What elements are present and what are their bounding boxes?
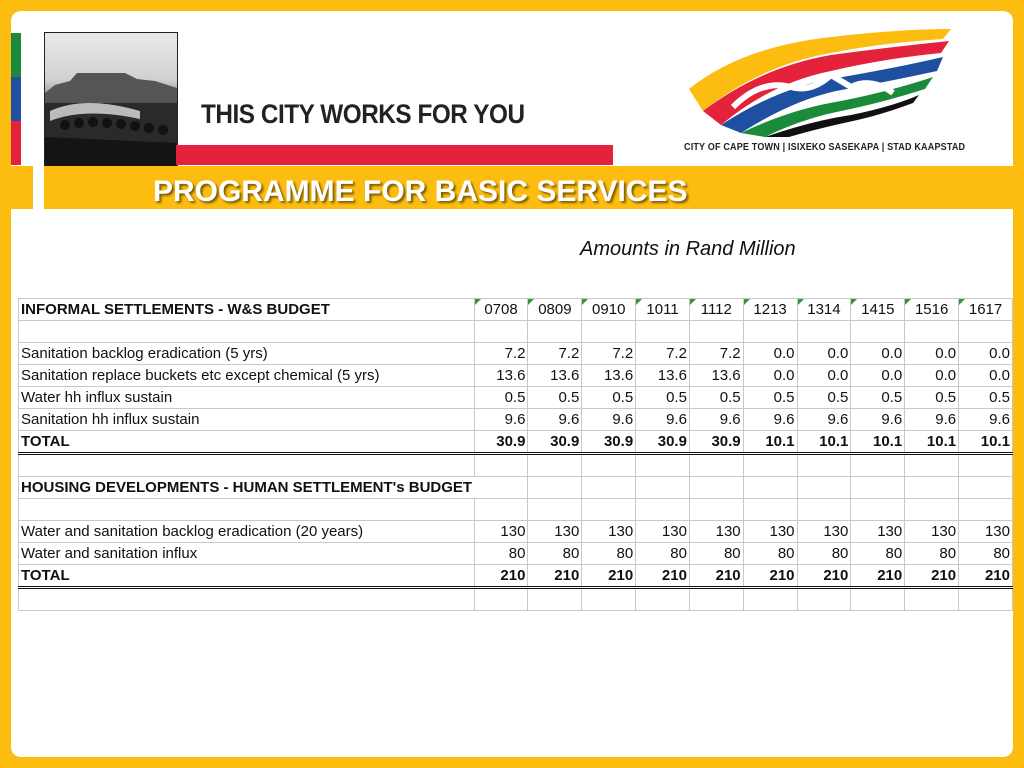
cell-value: 10.1: [797, 431, 851, 454]
column-header: 0708: [474, 299, 528, 321]
cell-value: 13.6: [582, 365, 636, 387]
left-yellow-band: [11, 166, 33, 209]
cell-value: 0.5: [797, 387, 851, 409]
cell-value: 10.1: [743, 431, 797, 454]
section-title: INFORMAL SETTLEMENTS - W&S BUDGET: [19, 299, 475, 321]
cell-value: 210: [689, 565, 743, 588]
cell-value: 210: [905, 565, 959, 588]
cell-value: 13.6: [689, 365, 743, 387]
empty-row: [19, 454, 1013, 477]
cell-value: 13.6: [636, 365, 690, 387]
total-label: TOTAL: [19, 431, 475, 454]
cell-value: 9.6: [905, 409, 959, 431]
cell-value: 0.0: [797, 365, 851, 387]
cell-value: 10.1: [959, 431, 1013, 454]
cell-value: 130: [474, 521, 528, 543]
amounts-note: Amounts in Rand Million: [580, 238, 796, 260]
cell-value: 0.5: [851, 387, 905, 409]
cell-value: 9.6: [851, 409, 905, 431]
column-header: 1617: [959, 299, 1013, 321]
cell-value: 0.0: [959, 343, 1013, 365]
cell-value: 80: [851, 543, 905, 565]
column-header: 1112: [689, 299, 743, 321]
empty-row: [19, 499, 1013, 521]
total-row: [19, 565, 1013, 588]
cell-value: 10.1: [905, 431, 959, 454]
total-row: [19, 431, 1013, 454]
cell-value: 30.9: [528, 431, 582, 454]
cell-value: 130: [743, 521, 797, 543]
cell-value: 210: [851, 565, 905, 588]
cell-value: 80: [528, 543, 582, 565]
table-mountain-photo: [44, 32, 178, 168]
logo-text: CITY OF CAPE TOWN | ISIXEKO SASEKAPA | STAD KAAPSTAD: [684, 141, 966, 153]
row-label: Water and sanitation backlog eradication (20 years): [19, 521, 475, 543]
cell-value: 9.6: [797, 409, 851, 431]
row-label: Sanitation backlog eradication (5 yrs): [19, 343, 475, 365]
cell-value: 9.6: [582, 409, 636, 431]
table-header-row: [19, 299, 1013, 321]
cell-value: 10.1: [851, 431, 905, 454]
cell-value: 13.6: [474, 365, 528, 387]
cell-value: 7.2: [636, 343, 690, 365]
empty-row: [19, 588, 1013, 611]
cell-value: 80: [636, 543, 690, 565]
cell-value: 0.5: [689, 387, 743, 409]
cell-value: 80: [905, 543, 959, 565]
red-stripe: [11, 121, 21, 165]
cell-value: 130: [959, 521, 1013, 543]
cell-value: 7.2: [582, 343, 636, 365]
cell-value: 80: [959, 543, 1013, 565]
table-row: [19, 365, 1013, 387]
header-red-bar: [176, 145, 613, 165]
cell-value: 80: [474, 543, 528, 565]
column-header: 1415: [851, 299, 905, 321]
table-row: [19, 543, 1013, 565]
cell-value: 7.2: [474, 343, 528, 365]
section-title: HOUSING DEVELOPMENTS - HUMAN SETTLEMENT's BUDGET: [19, 477, 475, 499]
page-title: PROGRAMME FOR BASIC SERVICES: [153, 175, 688, 208]
cell-value: 30.9: [582, 431, 636, 454]
cell-value: 210: [959, 565, 1013, 588]
cell-value: 0.0: [851, 343, 905, 365]
cell-value: 30.9: [689, 431, 743, 454]
cell-value: 0.0: [851, 365, 905, 387]
cell-value: 0.0: [797, 343, 851, 365]
table-row: [19, 521, 1013, 543]
row-label: Water hh influx sustain: [19, 387, 475, 409]
green-stripe: [11, 33, 21, 77]
cell-value: 0.5: [528, 387, 582, 409]
cell-value: 0.5: [905, 387, 959, 409]
cell-value: 0.5: [636, 387, 690, 409]
blue-stripe: [11, 77, 21, 121]
cell-value: 130: [905, 521, 959, 543]
table-row: [19, 343, 1013, 365]
cell-value: 9.6: [528, 409, 582, 431]
cell-value: 130: [851, 521, 905, 543]
cell-value: 210: [797, 565, 851, 588]
cell-value: 9.6: [743, 409, 797, 431]
column-header: 1011: [636, 299, 690, 321]
cell-value: 9.6: [474, 409, 528, 431]
cell-value: 9.6: [636, 409, 690, 431]
column-header: 1516: [905, 299, 959, 321]
empty-row: [19, 321, 1013, 343]
row-label: Sanitation hh influx sustain: [19, 409, 475, 431]
cell-value: 130: [797, 521, 851, 543]
cell-value: 130: [528, 521, 582, 543]
cell-value: 130: [689, 521, 743, 543]
cell-value: 0.0: [905, 365, 959, 387]
cell-value: 0.5: [959, 387, 1013, 409]
column-header: 0910: [582, 299, 636, 321]
cell-value: 130: [582, 521, 636, 543]
cell-value: 0.0: [743, 365, 797, 387]
city-of-cape-town-logo: [681, 17, 961, 142]
cell-value: 0.0: [905, 343, 959, 365]
slide: [11, 11, 1013, 757]
city-tagline: THIS CITY WORKS FOR YOU: [201, 99, 525, 129]
total-label: TOTAL: [19, 565, 475, 588]
cell-value: 80: [689, 543, 743, 565]
cell-value: 0.0: [743, 343, 797, 365]
cell-value: 210: [582, 565, 636, 588]
cell-value: 0.5: [582, 387, 636, 409]
row-label: Sanitation replace buckets etc except chemical (5 yrs): [19, 365, 475, 387]
cell-value: 80: [743, 543, 797, 565]
table-row: [19, 387, 1013, 409]
cell-value: 0.5: [474, 387, 528, 409]
table-row: [19, 409, 1013, 431]
cell-value: 0.5: [743, 387, 797, 409]
cell-value: 7.2: [689, 343, 743, 365]
cell-value: 13.6: [528, 365, 582, 387]
section-header-row: [19, 477, 1013, 499]
cell-value: 210: [743, 565, 797, 588]
cell-value: 9.6: [959, 409, 1013, 431]
cell-value: 80: [797, 543, 851, 565]
cell-value: 80: [582, 543, 636, 565]
cell-value: 9.6: [689, 409, 743, 431]
cell-value: 210: [474, 565, 528, 588]
cell-value: 30.9: [636, 431, 690, 454]
column-header: 1314: [797, 299, 851, 321]
cell-value: 7.2: [528, 343, 582, 365]
budget-table: [18, 298, 1013, 611]
column-header: 1213: [743, 299, 797, 321]
cell-value: 210: [528, 565, 582, 588]
cell-value: 0.0: [959, 365, 1013, 387]
column-header: 0809: [528, 299, 582, 321]
cell-value: 130: [636, 521, 690, 543]
cell-value: 30.9: [474, 431, 528, 454]
row-label: Water and sanitation influx: [19, 543, 475, 565]
cell-value: 210: [636, 565, 690, 588]
